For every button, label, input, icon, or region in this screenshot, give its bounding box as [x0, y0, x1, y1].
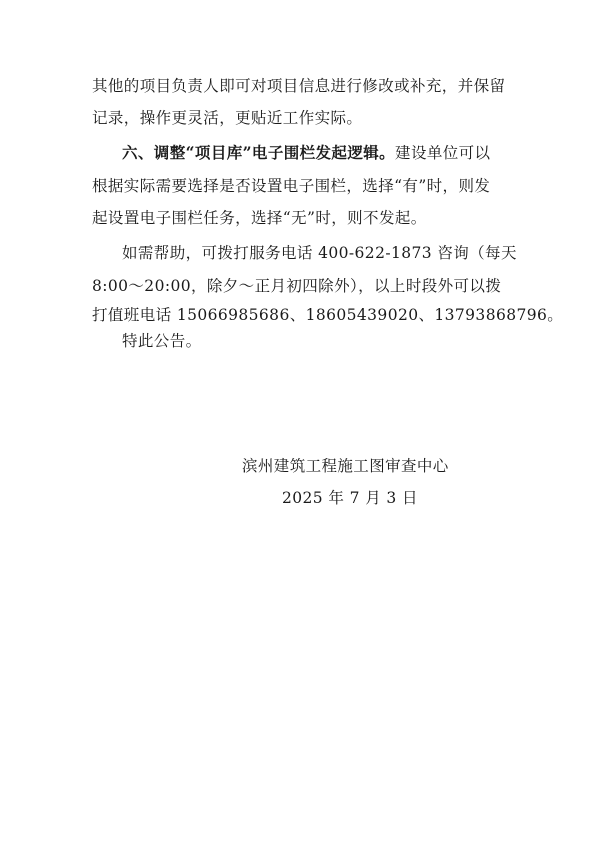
section-heading: 六、调整“项目库”电子围栏发起逻辑。 [122, 143, 396, 162]
paragraph-2-line-3: 起设置电子围栏任务，选择“无”时，则不发起。 [92, 209, 427, 227]
paragraph-2-line-1 [122, 143, 490, 163]
signature-organization: 滨州建筑工程施工图审查中心 [242, 457, 449, 475]
paragraph-2-line-2: 根据实际需要选择是否设置电子围栏，选择“有”时，则发 [92, 177, 491, 195]
paragraph-3-line-2: 8:00～20:00，除夕～正月初四除外），以上时段外可以拨 [92, 277, 502, 295]
paragraph-1-line-1: 其他的项目负责人即可对项目信息进行修改或补充，并保留 [92, 77, 506, 95]
signature-date: 2025 年 7 月 3 日 [282, 489, 418, 507]
paragraph-1-line-2: 记录，操作更灵活，更贴近工作实际。 [92, 109, 363, 127]
paragraph-2-line-1-text: 建设单位可以 [395, 144, 491, 162]
paragraph-3-line-1: 如需帮助，可拨打服务电话 400-622-1873 咨询（每天 [122, 244, 517, 262]
paragraph-3-line-3: 打值班电话 15066985686、18605439020、13793868796。 [92, 306, 564, 324]
closing-line: 特此公告。 [122, 332, 202, 350]
